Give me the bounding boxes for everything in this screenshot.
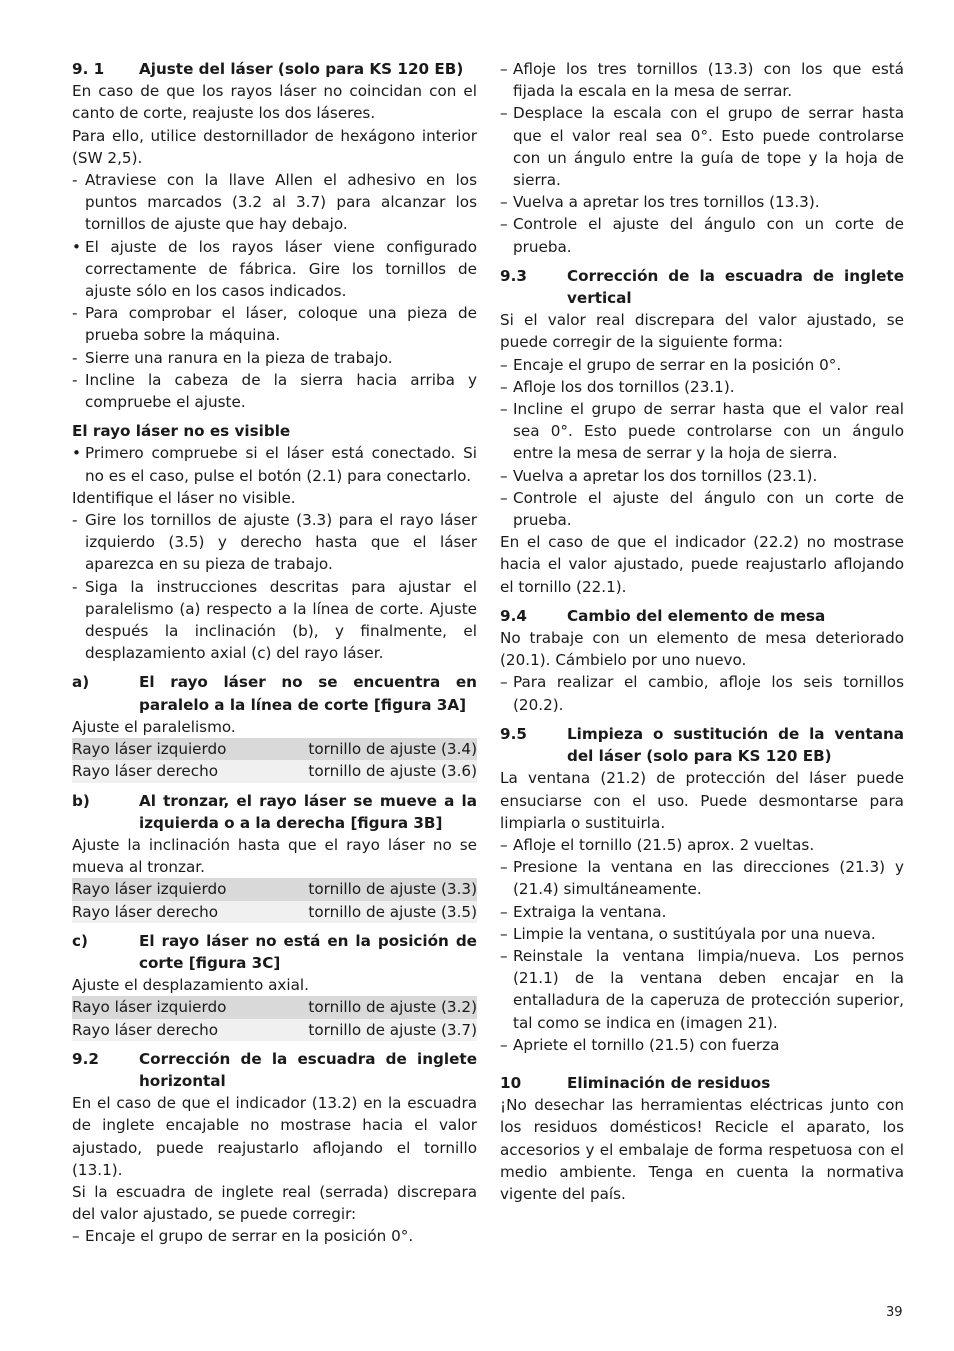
table-row [72,1019,477,1041]
list-marker: - [72,577,78,596]
list-marker: – [500,193,508,212]
list-item [72,169,477,236]
list-marker: – [500,858,508,877]
section-title: El rayo láser no está en la posición de corte [figura 3C] [139,931,477,972]
paragraph: La ventana (21.2) de protección del láser puede ensuciarse con el uso. Puede desmontarse para limpiarla o sustituirla. [500,769,904,832]
list-marker: – [72,1227,80,1246]
list-marker: – [500,60,508,78]
paragraph: En caso de que los rayos láser no coincidan con el canto de corte, reajuste los dos láseres. [72,82,477,123]
list-item [500,1034,904,1056]
paragraph: Ajuste el paralelismo. [72,717,236,736]
list-item [500,465,904,487]
list-marker: • [72,237,81,256]
section-heading-b [72,790,477,834]
table-cell-screw: tornillo de ajuste (3.3) [266,878,477,900]
bullet-list [500,354,904,532]
bullet-list [500,834,904,1056]
table-cell-screw: tornillo de ajuste (3.4) [266,738,477,760]
table-cell-laser: Rayo láser derecho [72,760,266,782]
list-marker: – [500,835,508,854]
list-item [72,442,477,486]
list-item-text: Apriete el tornillo (21.5) con fuerza [513,1035,780,1054]
section-number: 10 [500,1073,522,1092]
adjustment-table [72,996,477,1040]
list-item [500,376,904,398]
list-item-text: Presione la ventana en las direcciones (21.3) y (21.4) simultáneamente. [513,858,904,899]
list-marker: – [500,104,508,123]
list-marker: • [72,444,81,463]
table-cell-laser: Rayo láser derecho [72,901,266,923]
bullet-list [72,169,477,413]
list-item [500,213,904,257]
section-number: 9.3 [500,266,527,285]
list-item [500,923,904,945]
list-item [500,191,904,213]
list-marker: – [500,488,508,507]
paragraph: Ajuste el desplazamiento axial. [72,976,309,995]
list-marker: - [72,511,78,530]
list-marker: – [500,902,508,921]
list-marker: – [500,673,508,692]
list-item-text: Encaje el grupo de serrar en la posición 0°. [513,355,842,374]
section-number: b) [72,791,90,810]
table-row [72,901,477,923]
section-heading-c [72,930,477,974]
list-item [500,398,904,465]
section-title: El rayo láser no se encuentra en paralelo a la línea de corte [figura 3A] [139,673,477,714]
section-number: 9. 1 [72,60,105,78]
list-item-text: Vuelva a apretar los dos tornillos (23.1). [513,466,818,485]
section-heading-9-4 [500,605,904,627]
list-item-text: Incline la cabeza de la sierra hacia arriba y compruebe el ajuste. [85,370,477,412]
section-heading-10 [500,1072,904,1094]
table-cell-screw: tornillo de ajuste (3.5) [266,901,477,923]
table-row [72,996,477,1018]
list-marker: – [500,215,508,234]
list-item-text: Desplace la escala con el grupo de serrar hasta que el valor real sea 0°. Esto puede controlarse con un ángulo entre la guía de tope y la hoja de sierra. [513,104,904,190]
section-title: Eliminación de residuos [567,1073,771,1092]
adjustment-table [72,878,477,922]
list-item-text: Vuelva a apretar los tres tornillos (13.3). [513,193,820,212]
list-item [72,1225,477,1247]
bullet-list [500,671,904,715]
list-item-text: Incline el grupo de serrar hasta que el valor real sea 0°. Esto puede controlarse con un ángulo entre la mesa de serrar y la hoja de sierra. [513,400,904,463]
list-item-text: Afloje los tres tornillos (13.3) con los que está fijada la escala en la mesa de serrar. [513,60,904,101]
section-heading-9-2 [72,1048,477,1092]
list-item [72,236,477,303]
list-marker: – [500,355,508,374]
section-title: Limpieza o sustitución de la ventana del láser (solo para KS 120 EB) [567,724,904,766]
table-cell-screw: tornillo de ajuste (3.2) [266,996,477,1018]
table-cell-laser: Rayo láser izquierdo [72,878,266,900]
subheading-laser-not-visible [72,420,477,442]
paragraph: Si el valor real discrepara del valor ajustado, se puede corregir de la siguiente forma: [500,311,904,352]
list-item [500,945,904,1034]
list-marker: – [500,924,508,943]
list-marker: - [72,348,78,367]
right-column [500,58,904,1205]
section-number: 9.4 [500,606,527,625]
paragraph: Si la escuadra de inglete real (serrada) discrepara del valor ajustado, se puede corregir: [72,1182,477,1224]
section-heading-9-5 [500,723,904,767]
section-title: Ajuste del láser (solo para KS 120 EB) [139,60,464,78]
list-item-text: Atraviese con la llave Allen el adhesivo en los puntos marcados (3.2 al 3.7) para alcanzar los tornillos de ajuste que hay debajo. [85,171,477,234]
list-item [500,354,904,376]
section-heading-9-1 [72,58,477,80]
list-item-text: Primero compruebe si el láser está conectado. Si no es el caso, pulse el botón (2.1) para conectarlo. [85,444,477,485]
list-item-text: Afloje los dos tornillos (23.1). [513,377,735,396]
paragraph: En el caso de que el indicador (13.2) en la escuadra de inglete encajable no mostrase hacia el valor ajustado, puede reajustarlo aflojando el tornillo (13.1). [72,1094,477,1179]
list-item [500,102,904,191]
adjustment-table [72,738,477,782]
table-row [72,760,477,782]
list-item-text: El ajuste de los rayos láser viene configurado correctamente de fábrica. Gire los tornillos de ajuste sólo en los casos indicados. [85,237,477,301]
list-item [500,901,904,923]
list-marker: – [500,466,508,485]
list-item-text: Para realizar el cambio, afloje los seis tornillos (20.2). [513,673,904,714]
section-heading-a [72,671,477,715]
list-item [500,671,904,715]
paragraph: Identifique el láser no visible. [72,488,296,507]
list-item-text: Sierre una ranura en la pieza de trabajo. [85,348,393,367]
left-column [72,58,477,1248]
list-item-text: Para comprobar el láser, coloque una pieza de prueba sobre la máquina. [85,304,477,345]
list-item [72,347,477,369]
section-title: Cambio del elemento de mesa [567,606,826,625]
list-item-text: Afloje el tornillo (21.5) aprox. 2 vueltas. [513,835,815,854]
list-item [500,487,904,531]
list-item-text: Gire los tornillos de ajuste (3.3) para el rayo láser izquierdo (3.5) y derecho hasta que el láser aparezca en su pieza de trabajo. [85,511,477,574]
paragraph: Ajuste la inclinación hasta que el rayo láser no se mueva al tronzar. [72,835,477,877]
subheading-title: El rayo láser no es visible [72,422,291,441]
section-number: 9.5 [500,724,527,743]
list-marker: – [500,946,508,965]
bullet-list [500,58,904,258]
table-cell-laser: Rayo láser izquierdo [72,738,266,760]
table-cell-screw: tornillo de ajuste (3.7) [266,1019,477,1041]
list-item [500,834,904,856]
list-item-text: Reinstale la ventana limpia/nueva. Los pernos (21.1) de la ventana deben encajar en la entalladura de la caperuza de protección superior, tal como se indica en (imagen 21). [513,946,904,1032]
section-number: a) [72,673,90,692]
list-marker: - [72,304,78,323]
table-cell-laser: Rayo láser derecho [72,1019,266,1041]
list-item [500,58,904,102]
list-item-text: Controle el ajuste del ángulo con un corte de prueba. [513,215,904,256]
list-item-text: Limpie la ventana, o sustitúyala por una nueva. [513,924,876,943]
table-cell-laser: Rayo láser izquierdo [72,996,266,1018]
section-number: 9.2 [72,1049,99,1068]
list-item-text: Extraiga la ventana. [513,902,667,921]
table-row [72,878,477,900]
table-row [72,738,477,760]
list-item [72,509,477,576]
list-marker: - [72,370,78,389]
list-marker: - [72,171,78,190]
list-item [500,856,904,900]
section-heading-9-3 [500,265,904,309]
list-item-text: Siga la instrucciones descritas para ajustar el paralelismo (a) respecto a la línea de corte. Ajuste después la inclinación (b), y finalmente, el desplazamiento axial (c) del rayo láser. [85,577,477,663]
section-title: Corrección de la escuadra de inglete horizontal [139,1049,477,1090]
list-item-text: Controle el ajuste del ángulo con un corte de prueba. [513,488,904,530]
page-number: 39 [886,1305,903,1320]
paragraph: ¡No desechar las herramientas eléctricas junto con los residuos domésticos! Recicle el aparato, los accesorios y el embalaje de forma respetuosa con el medio ambiente. Tenga en cuenta la normativa vigente del país. [500,1096,904,1203]
section-title: Al tronzar, el rayo láser se mueve a la izquierda o a la derecha [figura 3B] [139,791,477,832]
list-item-text: Encaje el grupo de serrar en la posición 0°. [85,1227,414,1246]
table-cell-screw: tornillo de ajuste (3.6) [266,760,477,782]
paragraph: Para ello, utilice destornillador de hexágono interior (SW 2,5). [72,126,477,167]
section-title: Corrección de la escuadra de inglete vertical [567,266,904,308]
list-marker: – [500,377,508,396]
list-item [72,576,477,665]
bullet-list [72,442,477,486]
list-item [72,302,477,346]
paragraph: No trabaje con un elemento de mesa deteriorado (20.1). Cámbielo por uno nuevo. [500,629,904,670]
bullet-list [72,1225,477,1247]
bullet-list [72,509,477,664]
list-marker: – [500,400,508,419]
section-number: c) [72,931,88,950]
paragraph: En el caso de que el indicador (22.2) no mostrase hacia el valor ajustado, puede reajustarlo aflojando el tornillo (22.1). [500,533,904,596]
list-item [72,369,477,413]
list-marker: – [500,1035,508,1054]
